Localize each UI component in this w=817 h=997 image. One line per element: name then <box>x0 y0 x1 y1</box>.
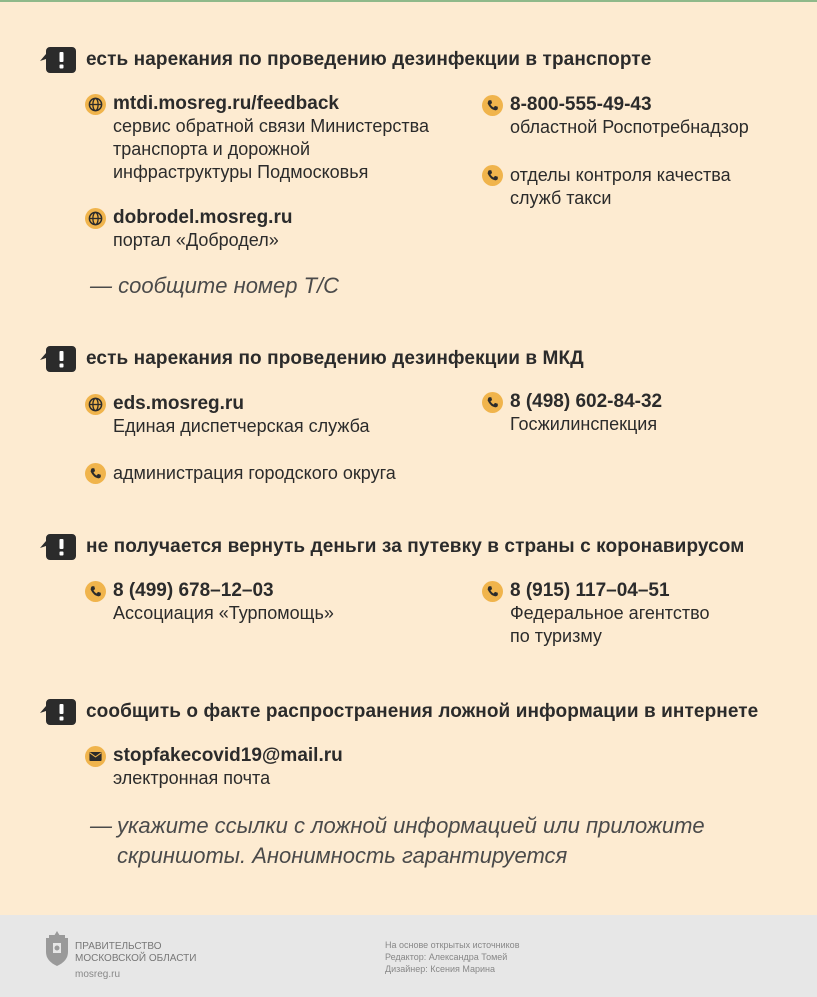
phone-icon <box>482 165 503 186</box>
globe-icon <box>85 208 106 229</box>
top-divider <box>0 0 817 2</box>
contact-turpomosh <box>85 579 334 625</box>
section-header-transport <box>40 45 651 75</box>
credit-source: На основе открытых источников <box>385 940 520 950</box>
note-links-line-2: скриншоты. Анонимность гарантируется <box>117 843 568 868</box>
alert-bubble-icon <box>40 697 77 727</box>
phone-rospotrebnadzor[interactable]: 8-800-555-49-43 <box>510 94 652 115</box>
contact-desc: Федеральное агентство по туризму <box>510 603 710 646</box>
email-stopfake[interactable]: stopfakecovid19@mail.ru <box>113 745 343 766</box>
coat-of-arms-logo <box>43 930 71 973</box>
section-header-fake-info <box>40 697 758 727</box>
section-title: не получается вернуть деньги за путевку в страны с коронавирусом <box>86 536 745 557</box>
gov-name-line-1: ПРАВИТЕЛЬСТВО <box>75 941 162 952</box>
phone-icon <box>482 581 503 602</box>
link-mtdi[interactable]: mtdi.mosreg.ru/feedback <box>113 93 339 114</box>
note-dash: — <box>90 813 112 838</box>
phone-icon <box>85 581 106 602</box>
credit-designer: Дизайнер: Ксения Марина <box>385 964 495 974</box>
section-title: есть нарекания по проведению дезинфекции в транспорте <box>86 49 652 70</box>
link-dobrodel[interactable]: dobrodel.mosreg.ru <box>113 207 293 228</box>
contact-taxi-quality <box>482 163 731 210</box>
contact-desc: сервис обратной связи Министерства транспорта и дорожной инфраструктуры Подмосковья <box>113 116 429 182</box>
mail-icon <box>85 746 106 767</box>
contact-rosturizm <box>482 579 709 648</box>
gov-site-link[interactable]: mosreg.ru <box>75 969 121 980</box>
alert-bubble-icon <box>40 532 77 562</box>
credit-editor: Редактор: Александра Томей <box>385 952 508 962</box>
phone-icon <box>482 95 503 116</box>
credits <box>385 939 519 975</box>
contact-desc: электронная почта <box>113 768 271 788</box>
contact-rospotrebnadzor <box>482 93 749 139</box>
contact-desc: Госжилинспекция <box>510 414 658 434</box>
gov-name-line-2: МОСКОВСКОЙ ОБЛАСТИ <box>75 953 197 964</box>
phone-turpomosh[interactable]: 8 (499) 678–12–03 <box>113 580 274 601</box>
globe-icon <box>85 94 106 115</box>
contact-desc: портал «Добродел» <box>113 230 279 250</box>
footer <box>0 915 817 997</box>
alert-bubble-icon <box>40 45 77 75</box>
contact-desc: областной Роспотребнадзор <box>510 117 749 137</box>
contact-desc: Единая диспетчерская служба <box>113 416 370 436</box>
section-title: сообщить о факте распространения ложной информации в интернете <box>86 701 759 722</box>
contact-eds <box>85 392 370 438</box>
note-vehicle-number: — сообщите номер Т/С <box>90 273 340 298</box>
contact-desc: администрация городского округа <box>113 463 396 483</box>
link-eds[interactable]: eds.mosreg.ru <box>113 393 244 414</box>
contact-stopfake <box>85 744 343 790</box>
phone-gzhi[interactable]: 8 (498) 602-84-32 <box>510 391 663 412</box>
section-header-mkd <box>40 344 584 374</box>
note-links-line-1: укажите ссылки с ложной информацией или приложите <box>117 813 705 838</box>
contact-mtdi <box>85 92 429 184</box>
phone-icon <box>85 463 106 484</box>
section-title: есть нарекания по проведению дезинфекции в МКД <box>86 348 584 369</box>
phone-icon <box>482 392 503 413</box>
contact-city-admin <box>85 461 396 485</box>
phone-rosturizm[interactable]: 8 (915) 117–04–51 <box>510 580 670 601</box>
contact-dobrodel <box>85 206 292 252</box>
section-header-travel <box>40 532 744 562</box>
contact-gzhi <box>482 390 662 436</box>
globe-icon <box>85 394 106 415</box>
contact-desc: Ассоциация «Турпомощь» <box>113 603 334 623</box>
gov-name <box>75 941 196 965</box>
alert-bubble-icon <box>40 344 77 374</box>
contact-desc: отделы контроля качества служб такси <box>510 165 731 208</box>
